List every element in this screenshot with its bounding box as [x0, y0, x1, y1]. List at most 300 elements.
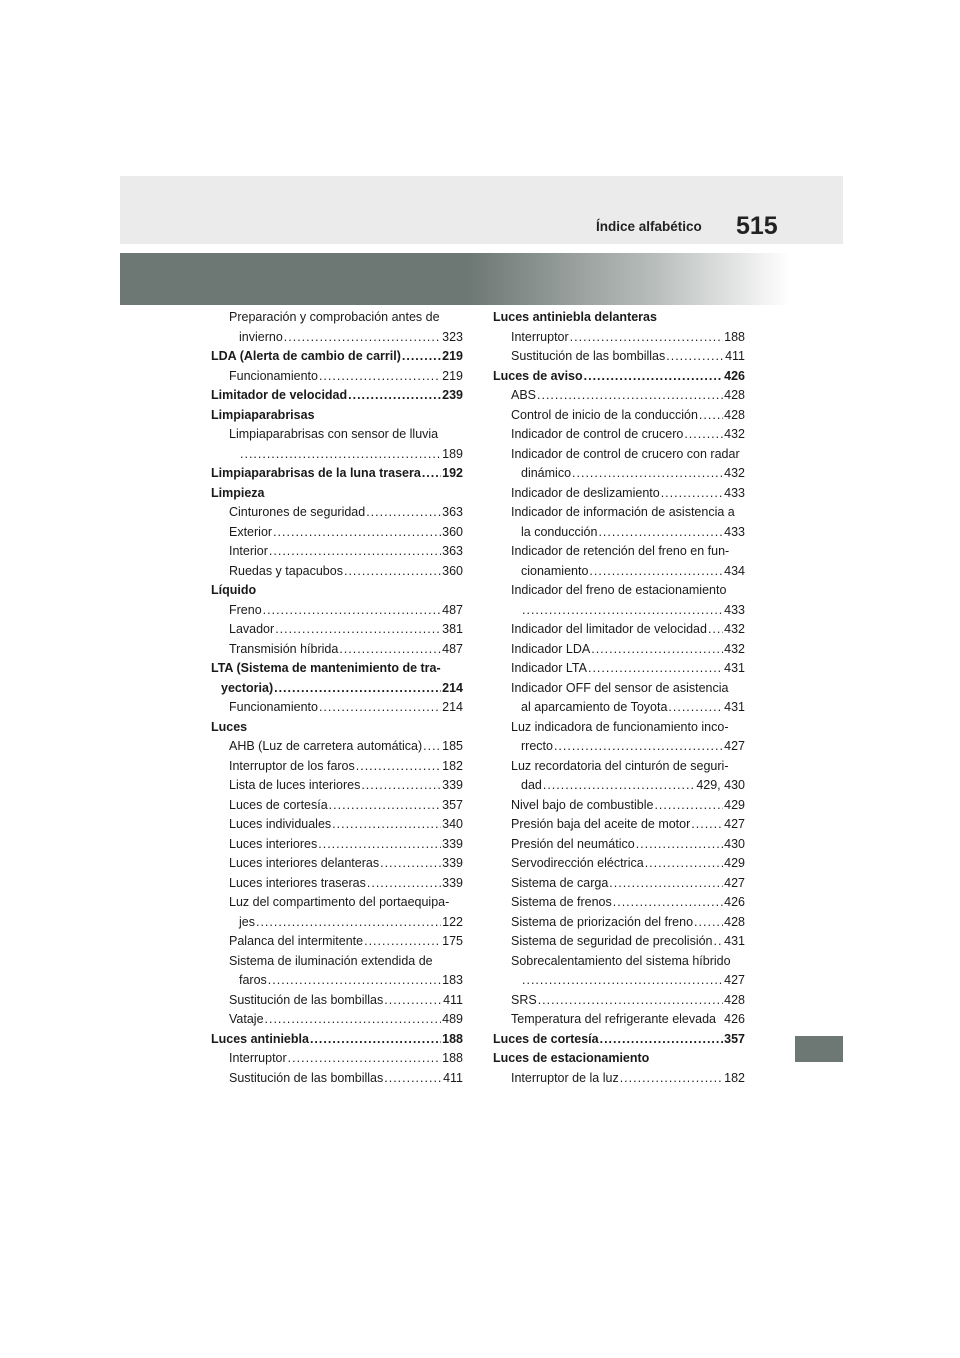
dot-leader — [609, 874, 723, 894]
index-entry-row — [511, 913, 745, 933]
dot-leader — [384, 991, 442, 1011]
index-entry — [493, 854, 745, 874]
page-ref: 189 — [442, 446, 463, 461]
index-entry-row — [229, 757, 463, 777]
dot-leader — [613, 893, 723, 913]
dot-leader — [422, 464, 441, 484]
index-entry-row — [511, 737, 745, 757]
index-entry-row — [511, 1069, 745, 1089]
page-ref: 188 — [724, 329, 745, 344]
index-entry-text: AHB (Luz de carretera automática) — [229, 739, 423, 753]
index-entry — [211, 347, 463, 367]
page-ref: 433 — [724, 485, 745, 500]
page-ref: 411 — [443, 1070, 463, 1085]
dot-leader — [240, 445, 441, 465]
index-entry-text: Indicador LDA — [511, 641, 591, 656]
dot-leader — [543, 776, 695, 796]
index-entry-row — [511, 835, 745, 855]
index-heading: Luces — [211, 719, 248, 734]
index-entry-text: LDA (Alerta de cambio de carril) — [211, 349, 401, 363]
index-entry — [211, 484, 463, 504]
index-entry-row — [229, 445, 463, 465]
index-entry-text: Interruptor — [511, 329, 569, 344]
index-entry-row — [229, 640, 463, 660]
index-entry — [493, 1049, 745, 1069]
index-entry-text: Luces de cortesía — [229, 797, 328, 812]
index-entry — [211, 815, 463, 835]
page-ref: 427 — [724, 817, 745, 831]
index-entry-text: Nivel bajo de combustible — [511, 797, 654, 812]
dot-leader — [263, 601, 441, 621]
dot-leader — [636, 835, 723, 855]
page-ref: 428 — [724, 992, 745, 1007]
index-entry — [493, 718, 745, 757]
page-ref: 381 — [442, 622, 463, 636]
index-entry — [211, 874, 463, 894]
index-entry-text: Transmisión híbrida — [229, 641, 339, 656]
index-entry-row — [511, 776, 745, 796]
index-entry-row — [511, 425, 745, 445]
index-heading: Limpieza — [211, 485, 265, 500]
header-band — [120, 176, 843, 244]
index-entry-text: rrecto — [521, 739, 553, 753]
page-ref: 339 — [442, 875, 463, 890]
index-entry-row — [229, 1010, 463, 1030]
index-entry-text: Interruptor de los faros — [229, 758, 355, 773]
page-ref: 432 — [724, 427, 745, 441]
index-entry-text: Interruptor de la luz — [511, 1070, 619, 1085]
dot-leader — [402, 347, 441, 367]
index-column-left — [211, 308, 463, 1088]
index-entry-row — [511, 386, 745, 406]
index-entry — [211, 386, 463, 406]
index-entry-row — [229, 991, 463, 1011]
dot-leader — [348, 386, 441, 406]
dot-leader — [310, 1030, 441, 1050]
page-ref: 357 — [442, 797, 463, 812]
index-entry-text: Luces individuales — [229, 817, 332, 831]
page-ref: 487 — [442, 602, 463, 617]
index-entry-row — [511, 601, 745, 621]
index-entry — [211, 523, 463, 543]
index-entry — [211, 640, 463, 660]
index-entry-row — [229, 562, 463, 582]
dot-leader — [329, 796, 441, 816]
dot-leader — [319, 698, 441, 718]
dot-leader — [537, 386, 723, 406]
index-entry-text: SRS — [511, 992, 537, 1007]
index-entry-text: Presión del neumático — [511, 836, 635, 851]
index-side-tab — [795, 1036, 843, 1062]
dot-leader — [318, 835, 441, 855]
dot-leader — [274, 679, 441, 699]
page-ref: 363 — [442, 544, 463, 558]
index-entry-row — [511, 815, 745, 835]
index-entry-row — [493, 1030, 745, 1050]
index-entry-text: Freno — [229, 602, 262, 617]
page-ref: 433 — [724, 524, 745, 539]
dot-leader — [367, 874, 441, 894]
dot-leader — [364, 932, 441, 952]
index-entry-row — [511, 406, 745, 426]
index-entry-row — [511, 347, 745, 367]
index-entry-row — [229, 542, 463, 562]
index-entry-row — [229, 523, 463, 543]
page-ref: 192 — [442, 466, 463, 480]
index-entry — [211, 406, 463, 426]
index-entry-row — [511, 640, 745, 660]
index-entry-row — [211, 464, 463, 484]
index-entry — [211, 425, 463, 464]
dot-leader — [380, 854, 441, 874]
dot-leader — [600, 1030, 724, 1050]
page-ref: 339 — [442, 778, 463, 792]
page-ref: 426 — [724, 368, 745, 383]
index-entry-row — [511, 562, 745, 582]
index-entry-text: Funcionamiento — [229, 700, 318, 714]
dot-leader — [598, 523, 723, 543]
index-entry — [211, 835, 463, 855]
page-ref: 429 — [724, 856, 745, 870]
page-ref: 182 — [442, 758, 463, 773]
index-entry-text: Indicador de deslizamiento — [511, 485, 660, 500]
dot-leader — [699, 406, 723, 426]
index-entry — [493, 932, 745, 952]
index-entry — [493, 347, 745, 367]
index-entry-text: Sistema de seguridad de precolisión — [511, 934, 713, 948]
index-entry-row — [229, 854, 463, 874]
page-ref: 339 — [442, 856, 463, 870]
index-entry-text: Luces interiores — [229, 836, 318, 851]
dot-leader — [522, 971, 723, 991]
dot-leader — [538, 991, 723, 1011]
index-entry — [493, 757, 745, 796]
index-entry-text: la conducción — [521, 524, 598, 539]
chapter-bar — [120, 253, 790, 305]
index-entry-text: Ruedas y tapacubos — [229, 563, 343, 578]
page-ref: 122 — [442, 914, 463, 929]
index-entry-line: Luz del compartimento del portaequipa- — [229, 895, 450, 909]
dot-leader — [691, 815, 723, 835]
index-entry-row — [229, 932, 463, 952]
index-entry-text: Indicador del limitador de velocidad — [511, 622, 707, 636]
dot-leader — [284, 328, 441, 348]
page-ref: 431 — [724, 934, 745, 948]
index-entry-text: Luces de cortesía — [493, 1031, 599, 1046]
dot-leader — [654, 796, 723, 816]
index-entry — [493, 952, 745, 991]
index-entry — [493, 815, 745, 835]
index-entry — [211, 718, 463, 738]
index-entry-row — [511, 484, 745, 504]
index-entry-row — [229, 815, 463, 835]
dot-leader — [319, 367, 441, 387]
index-entry-text: Presión baja del aceite de motor — [511, 817, 691, 831]
index-entry-line: Preparación y comprobación antes de — [229, 310, 440, 324]
index-entry-text: Limitador de velocidad — [211, 388, 348, 402]
page-ref: 357 — [724, 1031, 745, 1046]
index-entry — [493, 640, 745, 660]
index-entry — [493, 620, 745, 640]
index-entry — [211, 776, 463, 796]
page-ref: 188 — [442, 1051, 463, 1065]
index-entry-row — [211, 347, 463, 367]
dot-leader — [591, 640, 723, 660]
index-entry — [493, 893, 745, 913]
index-entry-row — [511, 620, 745, 640]
index-entry-row — [229, 1049, 463, 1069]
index-entry-row — [511, 854, 745, 874]
page-ref: 487 — [442, 641, 463, 656]
index-entry-text: Control de inicio de la conducción — [511, 407, 698, 422]
index-entry — [211, 991, 463, 1011]
index-entry — [493, 913, 745, 933]
dot-leader — [522, 601, 723, 621]
index-entry — [211, 1049, 463, 1069]
page-ref: 431 — [724, 700, 745, 714]
index-entry-text: Funcionamiento — [229, 368, 318, 383]
page-ref: 363 — [442, 505, 463, 519]
index-entry — [493, 542, 745, 581]
index-heading: Luces antiniebla delanteras — [493, 310, 657, 324]
index-entry-text: Luces interiores delanteras — [229, 856, 380, 870]
index-entry-row — [229, 367, 463, 387]
dot-leader — [344, 562, 441, 582]
index-entry-text: invierno — [239, 329, 283, 344]
index-entry — [211, 757, 463, 777]
index-entry-text: Indicador LTA — [511, 661, 587, 675]
index-entry-row — [229, 796, 463, 816]
page-ref: 360 — [442, 524, 463, 539]
index-entry-text: Sistema de carga — [511, 875, 609, 890]
index-entry-row — [229, 503, 463, 523]
index-entry-text: Sistema de priorización del freno — [511, 914, 694, 929]
index-entry-row — [511, 328, 745, 348]
index-entry — [493, 484, 745, 504]
page-ref: 428 — [724, 914, 745, 929]
dot-leader — [570, 328, 723, 348]
index-entry — [211, 659, 463, 698]
page-ref: 175 — [442, 934, 463, 948]
index-entry-text: Lavador — [229, 622, 275, 636]
index-entry — [493, 835, 745, 855]
index-entry-row — [229, 737, 463, 757]
page-ref: 182 — [724, 1070, 745, 1085]
page-ref: 426 — [724, 1012, 745, 1026]
index-entry — [493, 406, 745, 426]
dot-leader — [572, 464, 723, 484]
page-number: 515 — [736, 212, 778, 240]
index-entry-line: Indicador OFF del sensor de asistencia — [511, 680, 729, 695]
index-entry-row — [511, 796, 745, 816]
index-entry-line: LTA (Sistema de mantenimiento de tra- — [211, 661, 441, 675]
index-column-right — [493, 308, 745, 1088]
index-entry-row — [211, 679, 463, 699]
index-entry — [493, 874, 745, 894]
index-entry-text: Sustitución de las bombillas — [229, 992, 384, 1007]
section-title: Índice alfabético — [596, 219, 702, 234]
page-ref: 188 — [442, 1031, 463, 1046]
index-entry-text: Sustitución de las bombillas — [229, 1070, 384, 1085]
index-entry-text: Temperatura del refrigerante elevada — [511, 1012, 716, 1026]
index-entry — [493, 386, 745, 406]
dot-leader — [588, 659, 723, 679]
dot-leader — [384, 1069, 442, 1089]
index-entry — [211, 854, 463, 874]
index-entry-row — [229, 835, 463, 855]
index-entry-text: Servodirección eléctrica — [511, 856, 644, 870]
dot-leader — [714, 932, 724, 952]
index-entry-row — [511, 698, 745, 718]
index-entry — [211, 952, 463, 991]
index-entry-row — [211, 1030, 463, 1050]
index-entry-row — [511, 893, 745, 913]
index-entry — [493, 581, 745, 620]
index-entry-text: Exterior — [229, 524, 273, 539]
index-entry-row — [511, 991, 745, 1011]
index-entry-row — [229, 913, 463, 933]
index-entry-text: Luces de aviso — [493, 368, 583, 383]
index-entry — [493, 796, 745, 816]
index-entry-text: Luces interiores traseras — [229, 875, 366, 890]
index-entry — [211, 601, 463, 621]
index-entry-text: Luces antiniebla — [211, 1031, 309, 1046]
index-entry-row — [211, 386, 463, 406]
index-entry — [211, 1069, 463, 1089]
dot-leader — [554, 737, 723, 757]
page-ref: 434 — [724, 563, 745, 578]
index-entry-line: Luz indicadora de funcionamiento inco- — [511, 719, 729, 734]
index-entry-row — [511, 932, 745, 952]
index-entry-text: Indicador de control de crucero — [511, 427, 684, 441]
page-ref: 214 — [442, 700, 463, 714]
index-entry-row — [229, 698, 463, 718]
index-entry-text: Lista de luces interiores — [229, 778, 361, 792]
index-entry-row — [511, 659, 745, 679]
index-entry — [211, 698, 463, 718]
dot-leader — [661, 484, 723, 504]
index-entry-text: al aparcamiento de Toyota — [521, 700, 668, 714]
index-entry-text: Cinturones de seguridad — [229, 505, 366, 519]
index-entry-text: Vataje — [229, 1012, 264, 1026]
page-ref: 426 — [724, 895, 745, 909]
page-ref: 429 — [724, 797, 745, 812]
index-entry — [493, 1069, 745, 1089]
index-entry-line: Luz recordatoria del cinturón de seguri- — [511, 758, 729, 773]
page-ref: 428 — [724, 388, 745, 402]
index-entry — [211, 1030, 463, 1050]
index-entry-row — [229, 776, 463, 796]
dot-leader — [332, 815, 441, 835]
page-ref: 219 — [442, 349, 463, 363]
page-ref: 411 — [725, 349, 745, 363]
index-entry — [211, 893, 463, 932]
index-entry-line: Indicador de control de crucero con radar — [511, 446, 740, 461]
index-entry-text: yectoria) — [221, 680, 274, 695]
index-entry — [211, 542, 463, 562]
dot-leader — [694, 913, 723, 933]
index-entry-text: Palanca del intermitente — [229, 934, 364, 948]
index-entry-row — [229, 328, 463, 348]
dot-leader — [288, 1049, 441, 1069]
dot-leader — [275, 620, 441, 640]
dot-leader — [273, 523, 441, 543]
index-heading: Líquido — [211, 583, 257, 597]
index-entry — [211, 503, 463, 523]
page-ref: 433 — [724, 602, 745, 617]
page-ref: 432 — [724, 622, 745, 636]
index-entry-line: Indicador del freno de estacionamiento — [511, 583, 727, 597]
index-entry-text: dinámico — [521, 466, 572, 480]
page-ref: 219 — [442, 368, 463, 383]
page-ref: 239 — [442, 388, 463, 402]
index-entry — [211, 1010, 463, 1030]
page-ref: 489 — [442, 1012, 463, 1026]
index-entry — [493, 425, 745, 445]
page-ref: 432 — [724, 641, 745, 656]
page-ref: 427 — [724, 875, 745, 890]
page-ref: 185 — [442, 739, 463, 753]
page-ref: 429, 430 — [696, 778, 745, 792]
index-entry — [493, 679, 745, 718]
index-entry-row — [511, 971, 745, 991]
dot-leader — [366, 503, 441, 523]
index-entry — [493, 659, 745, 679]
index-entry-line: Limpiaparabrisas con sensor de lluvia — [229, 427, 439, 441]
index-heading: Luces de estacionamiento — [493, 1051, 650, 1065]
index-entry-row — [229, 971, 463, 991]
index-entry-row — [511, 464, 745, 484]
index-entry-row — [511, 874, 745, 894]
page-ref: 427 — [724, 973, 745, 987]
index-entry — [211, 464, 463, 484]
dot-leader — [268, 971, 441, 991]
index-entry — [493, 1030, 745, 1050]
index-entry — [211, 737, 463, 757]
index-entry-line: Sobrecalentamiento del sistema híbrido — [511, 953, 731, 968]
index-entry — [211, 620, 463, 640]
page-ref: 428 — [724, 407, 745, 422]
index-entry-line: Indicador de retención del freno en fun- — [511, 544, 730, 558]
page-ref: 183 — [442, 973, 463, 987]
dot-leader — [684, 425, 723, 445]
dot-leader — [269, 542, 441, 562]
index-entry — [211, 581, 463, 601]
dot-leader — [620, 1069, 723, 1089]
index-entry — [211, 932, 463, 952]
index-entry — [493, 308, 745, 328]
page-ref: 431 — [724, 661, 745, 675]
page-ref: 339 — [442, 836, 463, 851]
index-entry — [493, 328, 745, 348]
index-entry — [211, 367, 463, 387]
index-entry — [493, 1010, 745, 1030]
dot-leader — [256, 913, 441, 933]
page-ref: 360 — [442, 563, 463, 578]
index-entry — [211, 308, 463, 347]
dot-leader — [645, 854, 723, 874]
index-entry-row — [511, 523, 745, 543]
dot-leader — [668, 698, 723, 718]
page-ref: 214 — [442, 680, 463, 695]
index-entry — [211, 562, 463, 582]
index-entry-text: dad — [521, 778, 542, 792]
page-ref: 411 — [443, 992, 463, 1007]
index-entry-text: faros — [239, 973, 267, 987]
index-entry-row — [229, 620, 463, 640]
dot-leader — [339, 640, 441, 660]
index-entry-text: jes — [239, 914, 255, 929]
